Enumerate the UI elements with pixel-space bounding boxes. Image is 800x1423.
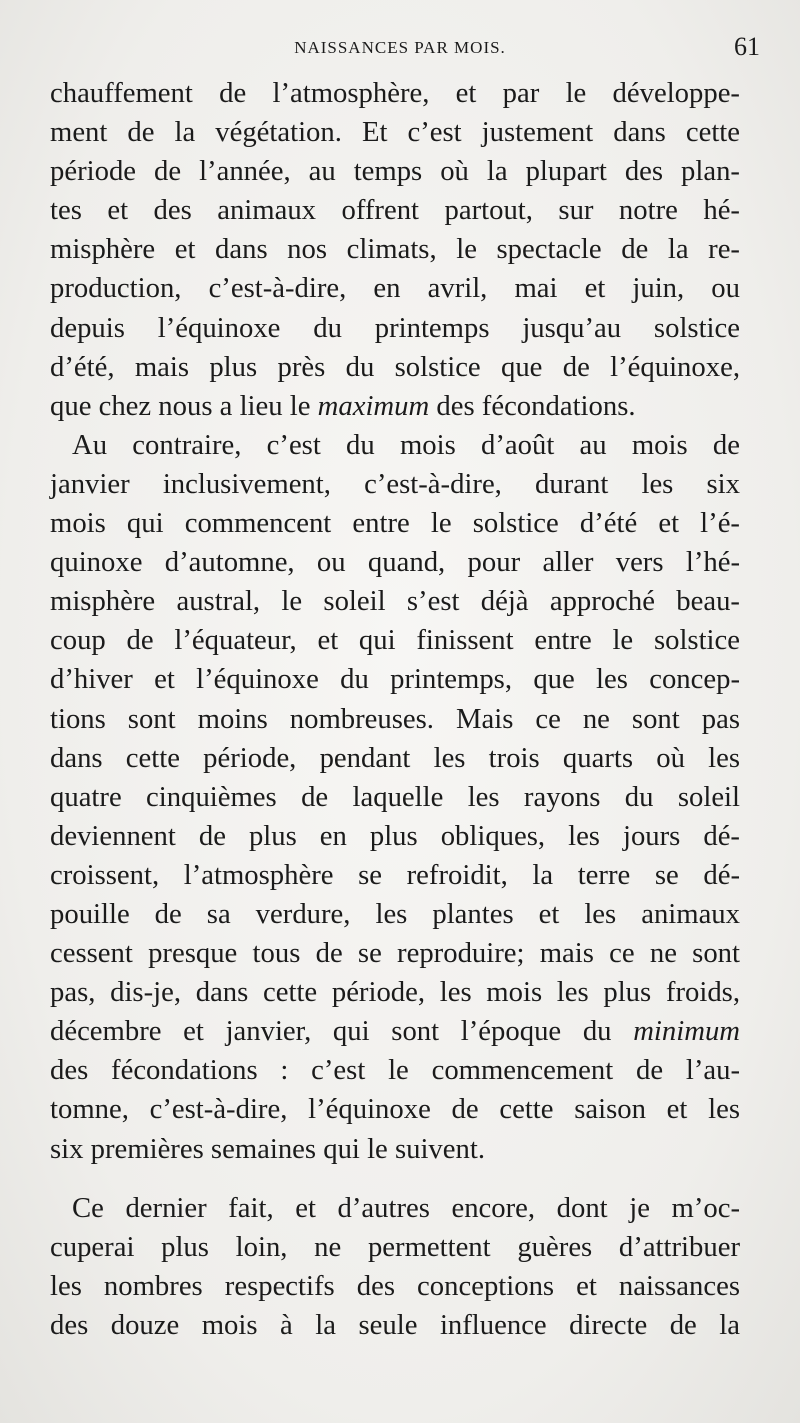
text-line: chauffement de l’atmosphère, et par le développe- xyxy=(50,77,740,109)
italic-term-maximum: maximum xyxy=(317,389,430,422)
paragraph-3 xyxy=(50,1189,740,1345)
text-line: période de l’année, au temps où la plupart des plan- xyxy=(50,155,740,188)
text-line: pouille de sa verdure, les plantes et les animaux xyxy=(50,897,740,930)
text-line: depuis l’équinoxe du printemps jusqu’au solstice xyxy=(50,311,740,344)
text-line: cuperai plus loin, ne permettent guères d’attribuer xyxy=(50,1230,740,1263)
text-line: misphère austral, le soleil s’est déjà approché beau- xyxy=(50,585,740,618)
text-line: ment de la végétation. Et c’est justement dans cette xyxy=(50,116,740,149)
text-line: deviennent de plus en plus obliques, les jours dé- xyxy=(50,819,740,852)
italic-term-minimum: minimum xyxy=(633,1015,740,1048)
paragraph-2 xyxy=(50,426,740,1169)
text-line: Ce dernier fait, et d’autres encore, dont je m’oc- xyxy=(72,1191,740,1224)
text-line: cessent presque tous de se reproduire; mais ce ne sont xyxy=(50,937,740,970)
text-run: des fécondations. xyxy=(429,389,636,422)
paragraph-1 xyxy=(50,74,740,426)
text-line xyxy=(50,387,740,426)
text-line: tions sont moins nombreuses. Mais ce ne sont pas xyxy=(50,702,740,735)
running-head: NAISSANCES PAR MOIS. xyxy=(294,38,506,57)
text-line: les nombres respectifs des conceptions et naissances xyxy=(50,1269,740,1302)
text-line: coup de l’équateur, et qui finissent entre le solstice xyxy=(50,624,740,657)
text-line: production, c’est-à-dire, en avril, mai et juin, ou xyxy=(50,272,740,305)
page-number: 61 xyxy=(734,32,760,61)
text-line: Au contraire, c’est du mois d’août au mois de xyxy=(72,428,740,461)
text-run: décembre et janvier, qui sont l’époque du xyxy=(50,1015,634,1048)
body-text xyxy=(50,74,740,1345)
text-line: tes et des animaux offrent partout, sur notre hé- xyxy=(50,194,740,227)
text-line: tomne, c’est-à-dire, l’équinoxe de cette saison et les xyxy=(50,1093,740,1126)
text-line: d’hiver et l’équinoxe du printemps, que les concep- xyxy=(50,663,740,696)
text-line: des douze mois à la seule influence directe de la xyxy=(50,1308,740,1341)
text-line: croissent, l’atmosphère se refroidit, la terre se dé- xyxy=(50,858,740,891)
text-run: que chez nous a lieu le xyxy=(50,389,318,422)
text-line: des fécondations : c’est le commencement de l’au- xyxy=(50,1054,740,1087)
text-line: dans cette période, pendant les trois quarts où les xyxy=(50,741,740,774)
text-line: mois qui commencent entre le solstice d’été et l’é- xyxy=(50,507,740,540)
text-line: quatre cinquièmes de laquelle les rayons du soleil xyxy=(50,780,740,813)
text-line: d’été, mais plus près du solstice que de l’équinoxe, xyxy=(50,350,740,383)
paragraph-spacer xyxy=(50,1169,740,1189)
text-line xyxy=(50,1012,740,1051)
text-line: six premières semaines qui le suivent. xyxy=(50,1132,485,1165)
text-line: janvier inclusivement, c’est-à-dire, durant les six xyxy=(50,467,740,500)
text-line: quinoxe d’automne, ou quand, pour aller vers l’hé- xyxy=(50,546,740,579)
page-header xyxy=(40,32,760,72)
text-line: pas, dis-je, dans cette période, les mois les plus froids, xyxy=(50,976,740,1009)
text-line: misphère et dans nos climats, le spectacle de la re- xyxy=(50,233,740,266)
